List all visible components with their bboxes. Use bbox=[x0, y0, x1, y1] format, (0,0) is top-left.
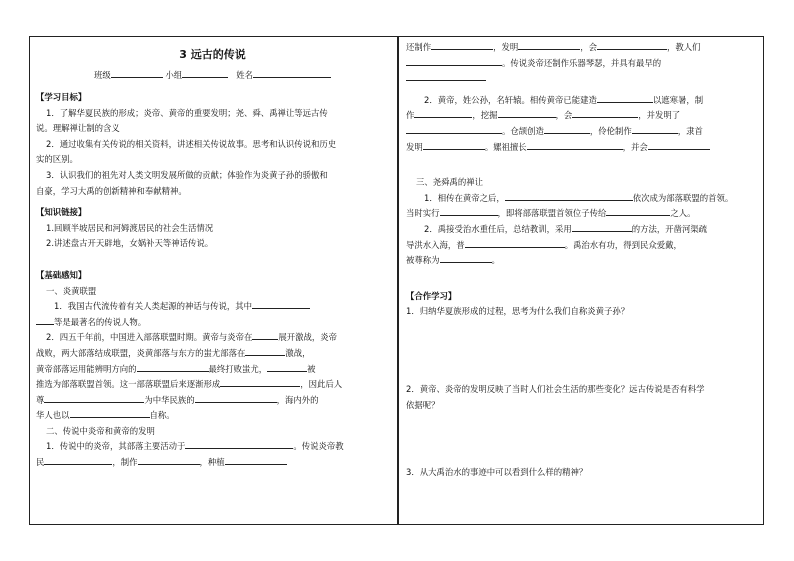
right-column bbox=[400, 36, 764, 481]
name-label: 姓名 bbox=[236, 70, 253, 80]
question-3-line5 bbox=[406, 71, 758, 87]
class-label: 班级 bbox=[94, 70, 111, 80]
coop-question-3: 3．从大禹治水的事迹中可以看到什么样的精神？ bbox=[406, 467, 588, 478]
question-4-line2: 作 ，挖掘 ，会 ，并发明了 bbox=[406, 110, 681, 121]
blank[interactable] bbox=[527, 141, 623, 150]
blank[interactable] bbox=[572, 109, 638, 118]
blank[interactable] bbox=[225, 456, 287, 465]
question-2: 2．四五千年前，中国进入部落联盟时期。黄帝与炎帝在 展开激战，炎帝 bbox=[46, 332, 337, 343]
blank[interactable] bbox=[498, 109, 556, 118]
worksheet-title: 3 远古的传说 bbox=[179, 48, 246, 61]
question-2-line5: 尊 为中华民族的 ，海内外的 bbox=[36, 394, 319, 405]
question-2-line2: 战败，两大部落结成联盟，炎黄部落与东方的蚩尤部落在 激战， bbox=[36, 347, 311, 358]
blank[interactable] bbox=[245, 347, 285, 356]
question-4-line3: 。仓颉创造 ，伶伦制作 ，隶首 bbox=[406, 124, 758, 140]
basic-heading: 【基础感知】 bbox=[36, 269, 87, 280]
question-3: 1．传说中的炎帝，其部落主要活动于 。传说炎帝教 bbox=[46, 441, 344, 452]
section-2-heading: 二、传说中炎帝和黄帝的发明 bbox=[46, 425, 155, 436]
blank[interactable] bbox=[138, 456, 200, 465]
blank[interactable] bbox=[505, 192, 633, 201]
goal-2-cont: 实的区别。 bbox=[36, 154, 78, 165]
question-4: 2．黄帝，姓公孙，名轩辕。相传黄帝已能建造 以遮寒暑，制 bbox=[424, 94, 704, 105]
goal-2: 2．通过收集有关传说的相关资料，讲述相关传说故事。思考和认识传说和历史 bbox=[46, 138, 337, 149]
section-3-heading: 三、尧舜禹的禅让 bbox=[416, 177, 483, 188]
question-1: 1．我国古代流传着有关人类起源的神话与传说，其中 bbox=[36, 299, 389, 315]
blank[interactable] bbox=[406, 125, 502, 134]
name-field[interactable] bbox=[253, 69, 331, 78]
group-label: 小组 bbox=[165, 70, 183, 80]
blank[interactable] bbox=[632, 125, 678, 134]
blank[interactable] bbox=[267, 363, 307, 372]
blank[interactable] bbox=[185, 440, 293, 449]
knowledge-link-heading: 【知识链接】 bbox=[36, 207, 87, 218]
answer-space[interactable] bbox=[406, 413, 758, 465]
question-2-line4: 推选为部落联盟首领。这一部落联盟后来逐渐形成 ，因此后人 bbox=[36, 379, 343, 390]
question-6-line3: 被尊称为 。 bbox=[406, 255, 500, 266]
question-6-line2: 导洪水入海，普 。禹治水有功，得到民众爱戴， bbox=[406, 239, 682, 250]
goal-1-cont: 说。理解禅让制的含义 bbox=[36, 123, 120, 134]
student-info-row bbox=[36, 68, 389, 84]
link-item-1: 1.回顾半坡居民和河姆渡居民的社会生活情况 bbox=[46, 222, 214, 233]
question-2-line6: 华人也以 自称。 bbox=[36, 410, 175, 421]
class-field[interactable] bbox=[111, 69, 163, 78]
left-column bbox=[30, 36, 397, 471]
blank[interactable] bbox=[606, 207, 670, 216]
cooperative-heading: 【合作学习】 bbox=[406, 290, 457, 301]
blank[interactable] bbox=[414, 109, 472, 118]
goals-heading: 【学习目标】 bbox=[36, 92, 87, 102]
blank[interactable] bbox=[440, 254, 492, 263]
blank[interactable] bbox=[252, 331, 278, 340]
section-1-heading: 一、炎黄联盟 bbox=[46, 285, 97, 296]
coop-question-2: 2．黄帝、炎帝的发明反映了当时人们社会生活的那些变化？远古传说是否有科学 bbox=[406, 383, 705, 394]
blank[interactable] bbox=[431, 41, 493, 50]
blank[interactable] bbox=[465, 239, 565, 248]
blank[interactable] bbox=[220, 378, 300, 387]
blank[interactable] bbox=[44, 394, 144, 403]
blank[interactable] bbox=[518, 41, 580, 50]
blank[interactable] bbox=[252, 300, 310, 309]
goal-1: 1．了解华夏民族的形成；炎帝、黄帝的重要发明；尧、舜、禹禅让等远古传 bbox=[46, 107, 328, 118]
question-3-line3: 还制作 ，发明 ，会 ，教人们 bbox=[406, 42, 701, 52]
column-divider bbox=[397, 36, 399, 525]
blank[interactable] bbox=[406, 57, 502, 66]
blank[interactable] bbox=[440, 207, 498, 216]
blank[interactable] bbox=[195, 394, 277, 403]
blank[interactable] bbox=[572, 223, 632, 232]
blank[interactable] bbox=[597, 41, 667, 50]
goal-3: 3．认识我们的祖先对人类文明发展所做的贡献；体验作为炎黄子孙的骄傲和 bbox=[46, 169, 328, 180]
blank[interactable] bbox=[44, 456, 112, 465]
question-2-line3: 黄帝部落运用能辨明方向的 最终打败蚩尤， 被 bbox=[36, 363, 316, 374]
question-4-line4: 发明 。嫘祖擅长 ，并会 bbox=[406, 140, 758, 156]
question-6: 2．禹接受治水重任后，总结教训，采用 的方法，开凿河渠疏 bbox=[424, 223, 708, 234]
blank[interactable] bbox=[423, 141, 485, 150]
group-field[interactable] bbox=[182, 69, 228, 78]
blank[interactable] bbox=[36, 316, 54, 325]
question-3-cont: 民 ，制作 ，种植 bbox=[36, 455, 389, 471]
coop-question-1: 1．归纳华夏族形成的过程，思考为什么我们自称炎黄子孙？ bbox=[406, 306, 630, 317]
question-3-line4: 。传说炎帝还制作乐器琴瑟，并具有最早的 bbox=[406, 56, 758, 72]
coop-question-2-cont: 依据呢？ bbox=[406, 399, 440, 410]
answer-space[interactable] bbox=[406, 320, 758, 382]
goal-3-cont: 自豪，学习大禹的创新精神和奉献精神。 bbox=[36, 185, 187, 196]
blank[interactable] bbox=[70, 409, 150, 418]
blank[interactable] bbox=[137, 363, 209, 372]
blank[interactable] bbox=[544, 125, 590, 134]
question-5: 1．相传在黄帝之后， 依次成为部落联盟的首领。 bbox=[424, 192, 734, 203]
blank[interactable] bbox=[597, 94, 653, 103]
question-1-cont: 等是最著名的传说人物。 bbox=[36, 315, 389, 331]
link-item-2: 2.讲述盘古开天辟地，女娲补天等神话传说。 bbox=[46, 238, 214, 249]
question-5-line2: 当时实行 ，即将部落联盟首领位子传给 之人。 bbox=[406, 208, 696, 219]
blank[interactable] bbox=[648, 141, 710, 150]
blank[interactable] bbox=[406, 72, 486, 81]
